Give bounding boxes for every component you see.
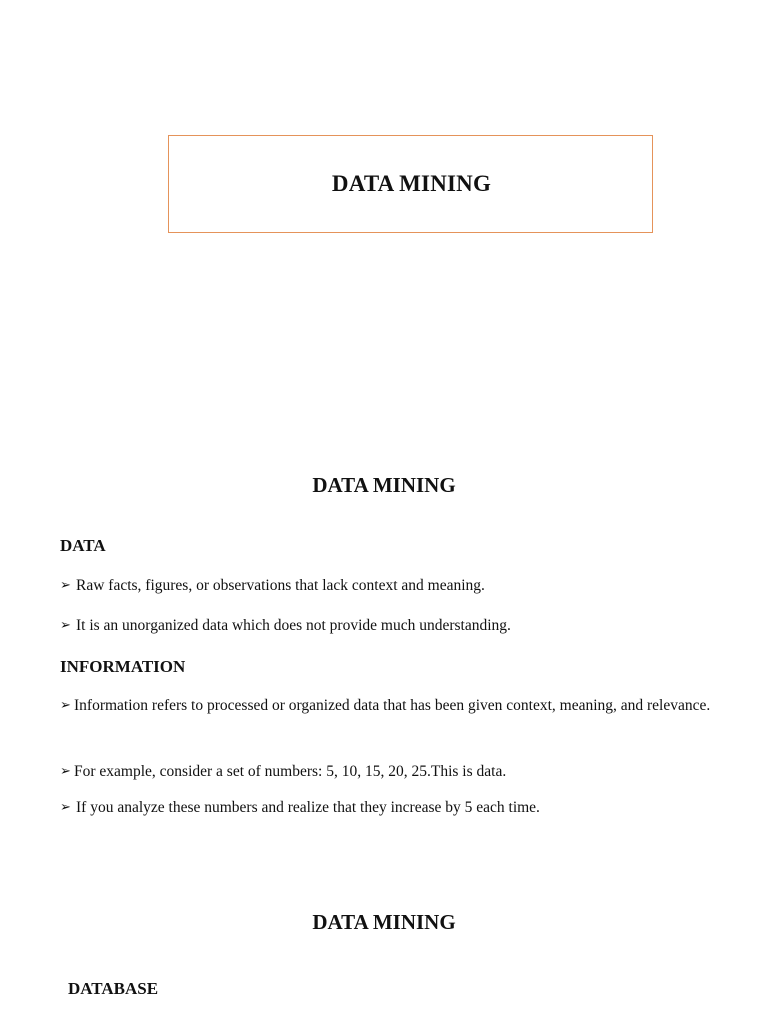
information-heading: INFORMATION: [60, 657, 186, 676]
arrow-bullet-icon: ➢: [60, 698, 71, 713]
cover-title: DATA MINING: [331, 171, 492, 196]
section-heading-2: DATA MINING: [312, 910, 456, 934]
bullet-text: If you analyze these numbers and realize that they increase by 5 each time.: [76, 799, 540, 816]
arrow-bullet-icon: ➢: [60, 578, 71, 593]
bullet-text: Information refers to processed or organized data that has been given context, meaning, and relevance.: [74, 697, 711, 714]
bullet-text: For example, consider a set of numbers: 5, 10, 15, 20, 25.This is data.: [74, 763, 507, 780]
section-heading: DATA MINING: [312, 473, 456, 497]
data-bullet-1: [60, 572, 485, 600]
info-bullet-3: [60, 794, 540, 822]
data-heading: DATA: [60, 536, 106, 555]
info-bullet-1: [60, 692, 725, 720]
arrow-bullet-icon: ➢: [60, 800, 71, 815]
data-bullet-2: [60, 612, 511, 640]
cover-title-box: [168, 135, 653, 233]
arrow-bullet-icon: ➢: [60, 764, 71, 779]
arrow-bullet-icon: ➢: [60, 618, 71, 633]
database-heading: DATABASE: [68, 979, 159, 998]
info-bullet-2: [60, 758, 506, 786]
bullet-text: It is an unorganized data which does not provide much understanding.: [76, 617, 511, 634]
bullet-text: Raw facts, figures, or observations that lack context and meaning.: [76, 577, 485, 594]
